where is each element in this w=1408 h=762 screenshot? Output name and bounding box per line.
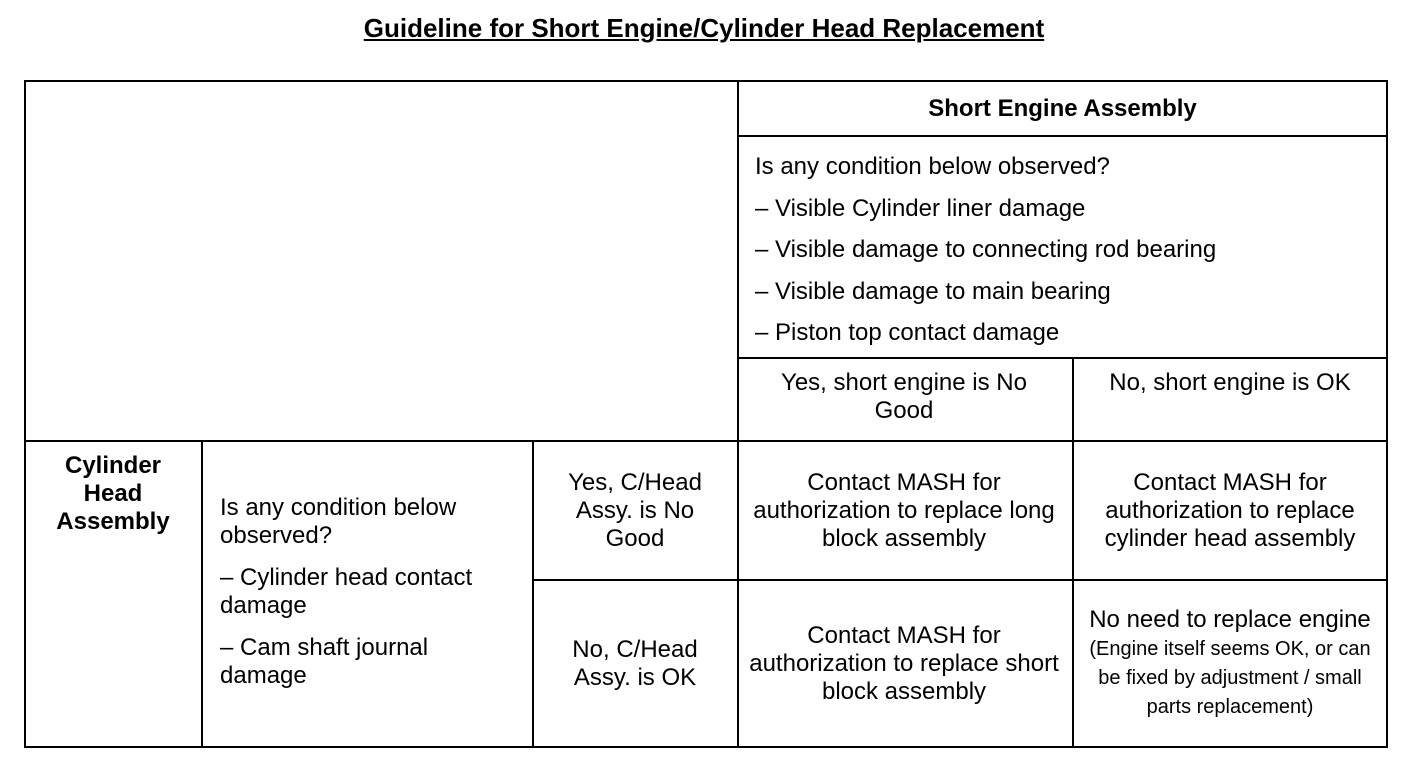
- cylinder-head-header-text: Cylinder Head Assembly: [56, 452, 170, 535]
- outcome-replace-cylinder-head: [1084, 442, 1376, 579]
- table-border-right: [1386, 80, 1388, 748]
- outcome-no-replacement-note: (Engine itself seems OK, or can be fixed by adjustment / small parts replacement): [1089, 638, 1371, 718]
- outcome-replace-short-block-text: Contact MASH for authorization to replace short block assembly: [749, 621, 1059, 705]
- outcome-replace-cylinder-head-text: Contact MASH for authorization to replace cylinder head assembly: [1104, 468, 1356, 552]
- guideline-table: [24, 80, 1388, 748]
- short-engine-condition: – Visible Cylinder liner damage: [755, 194, 1086, 222]
- divider-h-header: [737, 135, 1388, 137]
- short-engine-condition: – Piston top contact damage: [755, 319, 1060, 346]
- table-border-left: [24, 80, 26, 748]
- cylinder-head-answer-no: [546, 581, 724, 746]
- divider-v-head-label: [201, 441, 203, 748]
- short-engine-question: Is any condition below observed?: [755, 153, 1110, 180]
- short-engine-answer-no-text: No, short engine is OK: [1109, 369, 1351, 396]
- page-title: Guideline for Short Engine/Cylinder Head Replacement: [363, 13, 1045, 43]
- short-engine-condition: – Visible damage to connecting rod bearing: [755, 236, 1217, 263]
- outcome-replace-long-block-text: Contact MASH for authorization to replace long block assembly: [753, 468, 1055, 552]
- short-engine-answer-yes-text: Yes, short engine is No Good: [781, 369, 1027, 424]
- divider-v-main: [737, 80, 739, 748]
- cylinder-head-header: [38, 452, 188, 542]
- cylinder-head-question-block: [220, 494, 520, 694]
- outcome-replace-short-block: [749, 581, 1059, 746]
- outcome-no-replacement: [1082, 581, 1378, 746]
- short-engine-condition: – Visible damage to main bearing: [755, 277, 1111, 305]
- short-engine-question-block: [755, 146, 1375, 351]
- cylinder-head-condition: – Cylinder head contact damage: [220, 564, 473, 619]
- outcome-no-replacement-main: No need to replace engine: [1089, 606, 1371, 633]
- cylinder-head-answer-no-text: No, C/Head Assy. is OK: [572, 635, 698, 691]
- divider-v-answers: [1072, 358, 1074, 748]
- divider-h-question: [737, 357, 1388, 359]
- cylinder-head-answer-yes-text: Yes, C/Head Assy. is No Good: [568, 468, 702, 552]
- short-engine-answer-yes: [749, 369, 1059, 429]
- outcome-replace-long-block: [749, 442, 1059, 579]
- cylinder-head-answer-yes: [546, 442, 724, 579]
- cylinder-head-condition: – Cam shaft journal damage: [220, 634, 429, 689]
- short-engine-answer-no: [1089, 369, 1371, 429]
- short-engine-header: Short Engine Assembly: [928, 94, 1197, 122]
- cylinder-head-question: Is any condition below observed?: [220, 494, 457, 549]
- divider-v-head-question: [532, 441, 534, 748]
- table-border-bottom: [24, 746, 1388, 748]
